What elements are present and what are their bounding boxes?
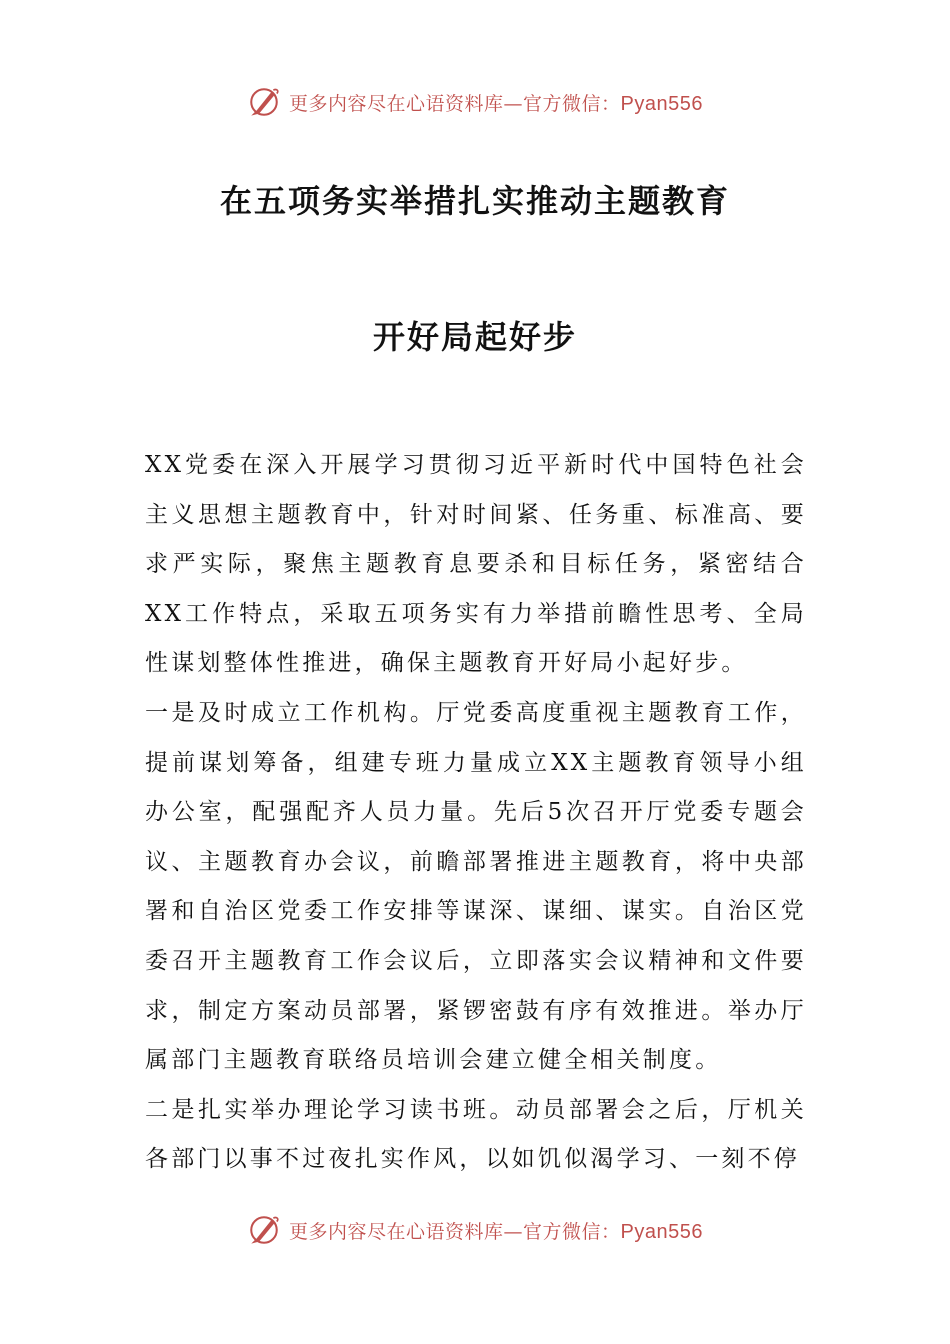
wechat-id: Pyan556 [620,1220,703,1243]
page-title-line-1: 在五项务实举措扎实推动主题教育 [219,182,730,220]
header-watermark-banner [0,82,950,122]
watermark-text: 更多内容尽在心语资料库—官方微信：Pyan556 [289,1220,703,1243]
page-title-line-2: 开好局起好步 [372,318,577,356]
paragraph-intro: XX党委在深入开展学习贯彻习近平新时代中国特色社会主义思想主题教育中，针对时间紧、任务重、标准高、要求严实际，聚焦主题教育息要杀和目标任务，紧密结合XX工作特点，采取五项务实有力举措前瞻性思考、全局性谋划整体性推进，确保主题教育开好局小起好步。 [145,452,807,677]
footer-watermark-banner [0,1210,950,1250]
watermark-text: 更多内容尽在心语资料库—官方微信：Pyan556 [289,92,703,115]
quill-pen-logo-icon [247,1213,281,1247]
paragraph-point-two: 二是扎实举办理论学习读书班。动员部署会之后，厅机关各部门以事不过夜扎实作风，以如饥似渴学习、一刻不停 [145,1096,807,1173]
wechat-id: Pyan556 [620,92,703,115]
quill-pen-logo-icon [247,85,281,119]
document-body [145,441,807,1185]
paragraph-point-one: 一是及时成立工作机构。厅党委高度重视主题教育工作，提前谋划筹备，组建专班力量成立XX主题教育领导小组办公室，配强配齐人员力量。先后5次召开厅党委专题会议、主题教育办会议，前瞻部署推进主题教育，将中央部署和自治区党委工作安排等谋深、谋细、谋实。自治区党委召开主题教育工作会议后，立即落实会议精神和文件要求，制定方案动员部署，紧锣密鼓有序有效推进。举办厅属部门主题教育联络员培训会建立健全相关制度。 [145,699,807,1074]
